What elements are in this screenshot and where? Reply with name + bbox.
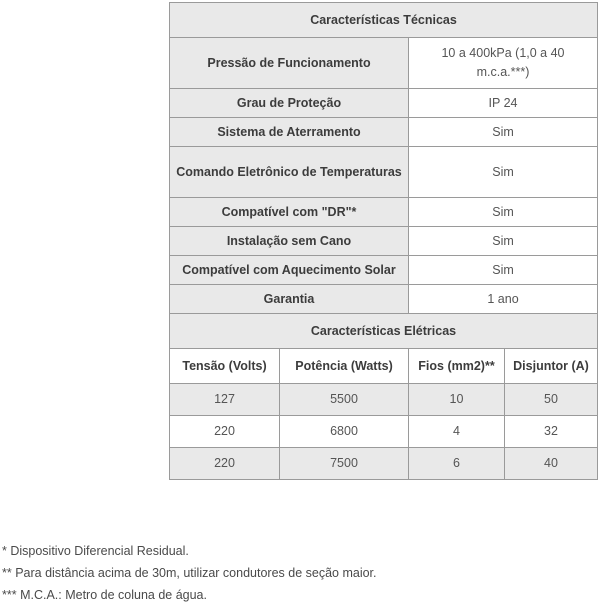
table-cell: 220 bbox=[170, 448, 280, 480]
table-cell: 10 bbox=[409, 384, 505, 416]
table-row bbox=[170, 89, 598, 118]
spec-value: 1 ano bbox=[409, 285, 598, 314]
spec-label: Comando Eletrônico de Temperaturas bbox=[170, 147, 409, 198]
table-row bbox=[170, 198, 598, 227]
table-row bbox=[170, 384, 598, 416]
column-header: Potência (Watts) bbox=[280, 349, 409, 384]
column-header: Disjuntor (A) bbox=[505, 349, 598, 384]
spec-value: Sim bbox=[409, 118, 598, 147]
tech-section-title: Características Técnicas bbox=[170, 3, 598, 38]
table-cell: 220 bbox=[170, 416, 280, 448]
spec-value: Sim bbox=[409, 256, 598, 285]
table-cell: 40 bbox=[505, 448, 598, 480]
table-row bbox=[170, 227, 598, 256]
table-cell: 7500 bbox=[280, 448, 409, 480]
spec-label: Compatível com Aquecimento Solar bbox=[170, 256, 409, 285]
table-row bbox=[170, 448, 598, 480]
elec-section-title: Características Elétricas bbox=[170, 314, 598, 349]
spec-label: Instalação sem Cano bbox=[170, 227, 409, 256]
elec-header-row bbox=[170, 349, 598, 384]
footnote: *** M.C.A.: Metro de coluna de água. bbox=[2, 588, 207, 602]
spec-label: Pressão de Funcionamento bbox=[170, 38, 409, 89]
table-cell: 4 bbox=[409, 416, 505, 448]
column-header: Tensão (Volts) bbox=[170, 349, 280, 384]
column-header: Fios (mm2)** bbox=[409, 349, 505, 384]
spec-value: 10 a 400kPa (1,0 a 40 m.c.a.***) bbox=[409, 38, 598, 89]
table-row bbox=[170, 416, 598, 448]
spec-label: Compatível com "DR"* bbox=[170, 198, 409, 227]
table-row bbox=[170, 38, 598, 89]
table-row bbox=[170, 285, 598, 314]
spec-value: Sim bbox=[409, 198, 598, 227]
table-cell: 5500 bbox=[280, 384, 409, 416]
footnote: ** Para distância acima de 30m, utilizar condutores de seção maior. bbox=[2, 566, 377, 580]
specs-table bbox=[169, 2, 598, 480]
spec-label: Grau de Proteção bbox=[170, 89, 409, 118]
footnote: * Dispositivo Diferencial Residual. bbox=[2, 544, 189, 558]
table-cell: 6 bbox=[409, 448, 505, 480]
table-cell: 127 bbox=[170, 384, 280, 416]
spec-label: Sistema de Aterramento bbox=[170, 118, 409, 147]
spec-value: Sim bbox=[409, 227, 598, 256]
table-row bbox=[170, 147, 598, 198]
table-cell: 32 bbox=[505, 416, 598, 448]
table-cell: 6800 bbox=[280, 416, 409, 448]
spec-label: Garantia bbox=[170, 285, 409, 314]
footnotes bbox=[2, 540, 377, 606]
table-cell: 50 bbox=[505, 384, 598, 416]
spec-value: Sim bbox=[409, 147, 598, 198]
table-row bbox=[170, 118, 598, 147]
table-row bbox=[170, 256, 598, 285]
spec-value: IP 24 bbox=[409, 89, 598, 118]
